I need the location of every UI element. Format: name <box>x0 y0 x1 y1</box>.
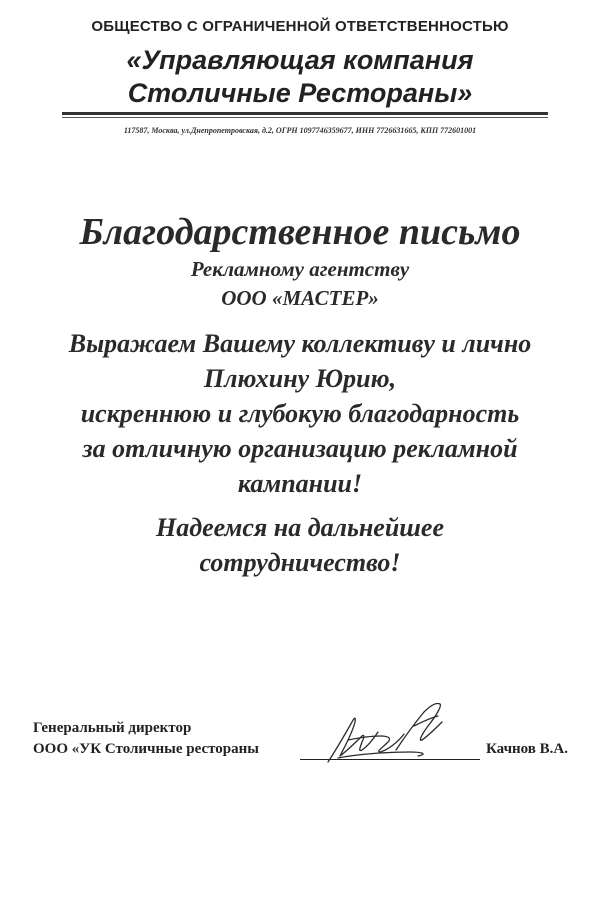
signatory-name: Качнов В.А. <box>486 741 568 757</box>
body-line: Плюхину Юрию, <box>203 364 397 393</box>
body-line: кампании! <box>237 469 363 498</box>
company-name <box>0 44 600 110</box>
organization-type: ОБЩЕСТВО С ОГРАНИЧЕННОЙ ОТВЕТСТВЕННОСТЬЮ <box>91 18 509 35</box>
letter-title: Благодарственное письмо <box>79 211 521 253</box>
recipient-line-1: Рекламному агентству <box>190 257 410 281</box>
letter-body <box>0 326 600 501</box>
company-name-line-1: «Управляющая компания <box>126 45 474 75</box>
signatory-organization: ООО «УК Столичные рестораны <box>33 741 259 757</box>
closing-line: сотрудничество! <box>199 548 401 577</box>
signatory-position: Генеральный директор <box>33 720 192 736</box>
handwritten-signature <box>318 692 468 772</box>
header-divider-thick <box>62 112 548 115</box>
body-line: за отличную организацию рекламной <box>82 434 518 463</box>
letter-closing <box>0 510 600 580</box>
body-line: Выражаем Вашему коллективу и лично <box>68 329 532 358</box>
company-requisites: 117587, Москва, ул.Днепропетровская, д.2, ОГРН 1097746359677, ИНН 7726631665, КПП 772601001 <box>123 126 477 135</box>
recipient <box>0 255 600 313</box>
header-divider-thin <box>62 117 548 118</box>
company-name-line-2: Столичные Рестораны» <box>127 78 473 108</box>
closing-line: Надеемся на дальнейшее <box>155 513 445 542</box>
body-line: искреннюю и глубокую благодарность <box>80 399 520 428</box>
recipient-line-2: ООО «МАСТЕР» <box>221 286 379 310</box>
